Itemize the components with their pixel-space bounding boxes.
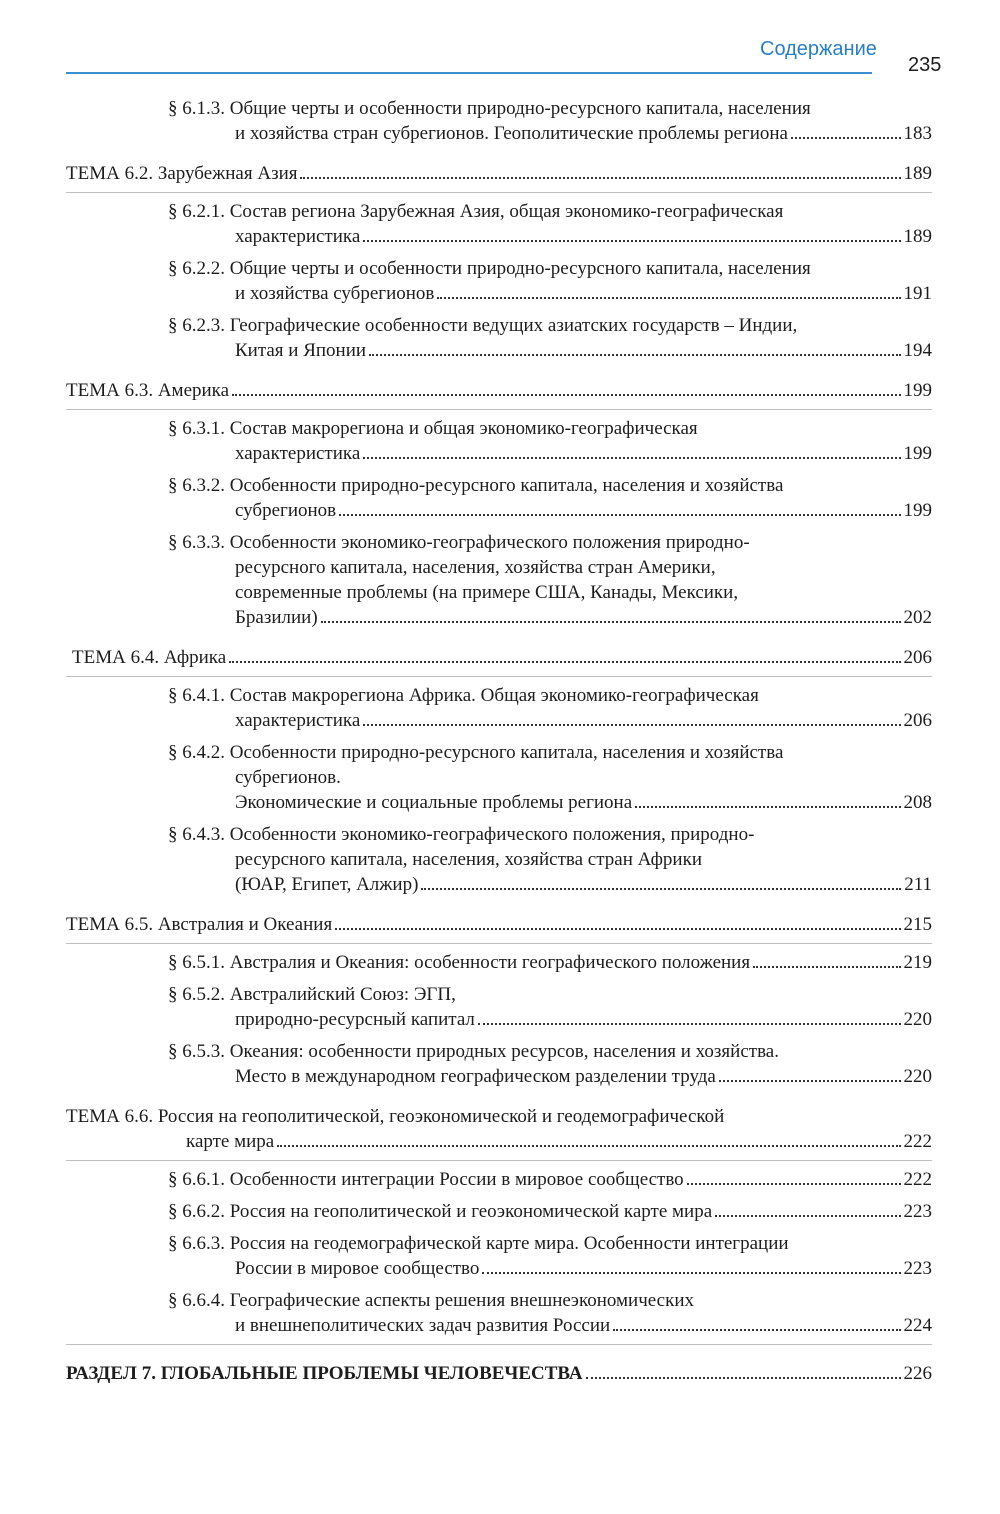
entry-text: § 6.1.3. Общие черты и особенности природно-ресурсного капитала, населения [168,98,811,119]
toc-part-7[interactable] [66,1345,932,1386]
entry-text: § 6.6.4. Географические аспекты решения внешнеэкономических [168,1290,695,1311]
entry-text: § 6.6.1. Особенности интеграции России в мировое сообщество [168,1169,684,1190]
dot-leader [482,1272,900,1274]
entry-text: субрегионов [235,500,337,521]
entry-text: § 6.2.1. Состав региона Зарубежная Азия, общая экономико-географическая [168,201,784,222]
page-ref: 194 [903,340,932,361]
toc-entry-6-2-2[interactable] [66,256,932,306]
page-ref: 211 [904,874,932,895]
page-number: 235 [908,54,942,76]
toc-topic-6-6[interactable] [66,1096,932,1161]
toc-entry-6-4-2[interactable] [66,740,932,815]
dot-leader [437,297,900,299]
entry-text: § 6.4.3. Особенности экономико-географического положения, природно- [168,824,755,845]
page-ref: 206 [903,647,932,668]
entry-text: природно-ресурсный капитал [235,1009,475,1030]
page-ref: 208 [903,792,932,813]
dot-leader [753,966,900,968]
entry-text: Экономические и социальные проблемы региона [235,792,633,813]
page-ref: 223 [903,1258,932,1279]
entry-text: и хозяйства стран субрегионов. Геополитические проблемы региона [235,123,788,144]
dot-leader [321,621,901,623]
dot-leader [363,240,900,242]
page-ref: 189 [903,226,932,247]
toc-entry-6-4-1[interactable] [66,683,932,733]
entry-text: России в мировое сообщество [235,1258,480,1279]
page-ref: 226 [903,1363,932,1384]
dot-leader [363,724,900,726]
page-ref: 220 [903,1066,932,1087]
entry-text: § 6.5.3. Океания: особенности природных ресурсов, населения и хозяйства. [168,1041,779,1062]
dot-leader [687,1183,901,1185]
toc-entry-6-3-2[interactable] [66,473,932,523]
toc-topic-6-2[interactable] [66,153,932,193]
topic-title: ТЕМА 6.4. Африка [72,647,227,668]
page-ref: 183 [903,123,932,144]
toc-topic-6-5[interactable] [66,904,932,944]
toc-entry-6-3-3[interactable] [66,530,932,630]
entry-text: ресурсного капитала, населения, хозяйства стран Америки, [235,557,716,578]
entry-text: § 6.3.2. Особенности природно-ресурсного капитала, населения и хозяйства [168,475,784,496]
topic-title: ТЕМА 6.5. Австралия и Океания [66,914,333,935]
page-ref: 189 [903,163,932,184]
entry-text: § 6.4.1. Состав макрорегиона Африка. Общая экономико-географическая [168,685,759,706]
toc-entry-6-5-1[interactable] [66,950,932,975]
entry-text: § 6.2.2. Общие черты и особенности природно-ресурсного капитала, населения [168,258,811,279]
toc-entry-6-2-3[interactable] [66,313,932,363]
entry-text: ресурсного капитала, населения, хозяйства стран Африки [235,849,702,870]
toc-topic-6-3[interactable] [66,370,932,410]
entry-text: и хозяйства субрегионов [235,283,435,304]
dot-leader [613,1329,900,1331]
topic-title: ТЕМА 6.3. Америка [66,380,230,401]
topic-title: ТЕМА 6.2. Зарубежная Азия [66,163,298,184]
dot-leader [277,1145,900,1147]
dot-leader [229,661,900,663]
page-ref: 215 [903,914,932,935]
page-ref: 223 [903,1201,932,1222]
dot-leader [339,514,900,516]
page-ref: 199 [903,443,932,464]
toc-entry-6-6-2[interactable] [66,1199,932,1224]
header-rule [66,72,872,74]
dot-leader [478,1023,901,1025]
toc-entry-6-5-2[interactable] [66,982,932,1032]
entry-text: (ЮАР, Египет, Алжир) [235,874,419,895]
running-header-title: Содержание [760,38,877,60]
entry-text: субрегионов. [235,767,341,788]
entry-text: характеристика [235,443,361,464]
dot-leader [791,137,901,139]
entry-text: § 6.4.2. Особенности природно-ресурсного капитала, населения и хозяйства [168,742,784,763]
page-ref: 199 [903,500,932,521]
dot-leader [369,354,900,356]
dot-leader [300,177,900,179]
entry-text: Китая и Японии [235,340,367,361]
toc-entry-6-6-4[interactable] [66,1288,932,1345]
toc-entry-6-1-3[interactable] [66,96,932,146]
toc-entry-6-5-3[interactable] [66,1039,932,1089]
dot-leader [715,1215,900,1217]
page-ref: 222 [903,1131,932,1152]
page-ref: 202 [903,607,932,628]
page-ref: 219 [903,952,932,973]
dot-leader [719,1080,901,1082]
dot-leader [635,806,900,808]
entry-text: § 6.6.2. Россия на геополитической и геоэкономической карте мира [168,1201,713,1222]
entry-text: § 6.5.1. Австралия и Океания: особенности географического положения [168,952,751,973]
page-ref: 224 [903,1315,932,1336]
entry-text: характеристика [235,710,361,731]
topic-title: ТЕМА 6.6. Россия на геополитической, геоэкономической и геодемографической [66,1106,725,1127]
toc-entry-6-4-3[interactable] [66,822,932,897]
entry-text: § 6.6.3. Россия на геодемографической карте мира. Особенности интеграции [168,1233,789,1254]
toc-topic-6-4[interactable] [66,637,932,677]
toc-entry-6-2-1[interactable] [66,199,932,249]
page-ref: 220 [903,1009,932,1030]
entry-text: § 6.3.3. Особенности экономико-географического положения природно- [168,532,750,553]
entry-text: Бразилии) [235,607,318,628]
page-ref: 199 [903,380,932,401]
toc-entry-6-3-1[interactable] [66,416,932,466]
toc-entry-6-6-3[interactable] [66,1231,932,1281]
entry-text: § 6.5.2. Австралийский Союз: ЭГП, [168,984,456,1005]
entry-text: § 6.2.3. Географические особенности ведущих азиатских государств – Индии, [168,315,798,336]
page-ref: 206 [903,710,932,731]
dot-leader [335,928,900,930]
entry-text: современные проблемы (на примере США, Канады, Мексики, [235,582,739,603]
entry-text: § 6.3.1. Состав макрорегиона и общая экономико-географическая [168,418,698,439]
page-ref: 222 [903,1169,932,1190]
entry-text: характеристика [235,226,361,247]
dot-leader [232,394,900,396]
entry-text: и внешнеполитических задач развития России [235,1315,611,1336]
dot-leader [421,888,901,890]
toc-entry-6-6-1[interactable] [66,1167,932,1192]
dot-leader [363,457,900,459]
topic-title: карте мира [186,1131,275,1152]
dot-leader [586,1377,901,1379]
part-title: РАЗДЕЛ 7. ГЛОБАЛЬНЫЕ ПРОБЛЕМЫ ЧЕЛОВЕЧЕСТВА [66,1363,583,1384]
page-ref: 191 [903,283,932,304]
entry-text: Место в международном географическом разделении труда [235,1066,716,1087]
table-of-contents [66,96,932,1386]
